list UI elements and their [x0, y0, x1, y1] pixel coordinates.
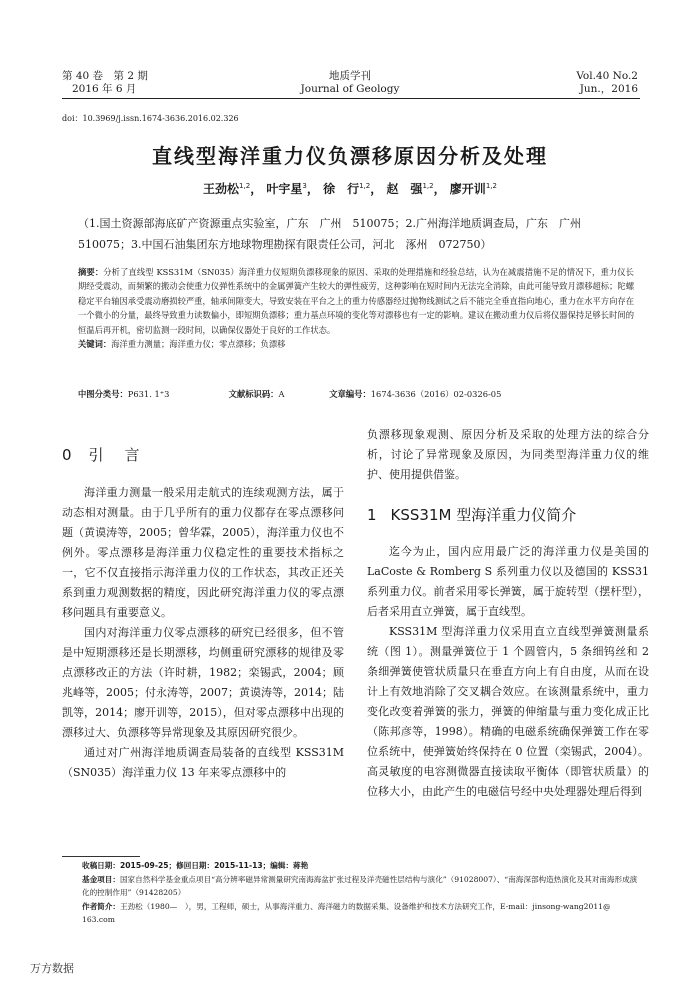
author: 王劲松$^{1,2}$， — [203, 182, 263, 196]
volume-issue: 第 40 卷 第 2 期 — [62, 70, 148, 82]
paper-title: 直线型海洋重力仪负漂移原因分析及处理 — [152, 144, 548, 168]
funding-label: 基金项目： — [82, 875, 120, 884]
footnote-funding — [82, 874, 642, 899]
section-title: 引 言 — [88, 446, 143, 464]
watermark: 万方数据 — [30, 962, 74, 975]
right-column-body — [367, 542, 649, 802]
abstract-text: 分析了直线型 KSS31M（SN035）海洋重力仪短期负漂移现象的原因、采取的处理措施和经验总结，认为在减震措施不足的情况下，重力仪长期经受震动，而频繁的搬动会使重力仪弹性系统中的金属弹簧产生较大的弹性疲劳，这种影响在短时间内无法完全消除，由此可能导致月漂移超标；陀螺稳定平台轴因承受震动磨损较严重，轴承间隙变大，导致安装在平台之上的重力传感器经过抛物线测试之后不能完全垂直指向地心，重力在水平方向存在一个微小的分量，最终导致重力读数偏小，即短期负漂移；重力基点环境的变化等对漂移也有一定的影响。建议在搬动重力仪后将仪器保持足够长时间的恒温后再开机，密切监测一段时间，以确保仪器处于良好的工作状态。 — [78, 267, 634, 335]
doi: doi：10.3969/j.issn.1674-3636.2016.02.326 — [62, 114, 239, 123]
funding-text: 国家自然科学基金重点项目“高分辨率磁异常测量研究南海海盆扩张过程及洋壳磁性层结构与演化”（91028007）、“南海深部构造热演化及其对南海形成演化的控制作用”（91428205） — [82, 875, 638, 897]
author-bio-label: 作者简介： — [82, 902, 120, 911]
section-number: 1 — [367, 506, 377, 524]
journal-name-en: Journal of Geology — [300, 83, 400, 95]
abstract — [78, 265, 634, 337]
author: 叶宇星$^3$， — [266, 182, 319, 196]
keywords-text: 海洋重力测量；海洋重力仪；零点漂移；负漂移 — [111, 339, 286, 350]
abstract-label: 摘要： — [78, 267, 104, 277]
affiliations: （1.国土资源部海底矿产资源重点实验室，广东 广州 510075；2.广州海洋地质调查局，广东 广州 510075；3.中国石油集团东方地球物理勘探有限责任公司，河北 涿州 072750） — [78, 217, 592, 251]
running-header-right — [576, 70, 638, 96]
author-bio-text: 王劲松（1980— ），男，工程师，硕士，从事海洋重力、海洋磁力的数据采集、设备维护和技术方法研究工作，E-mail：jinsong-wang2011@ 163.com — [82, 902, 611, 924]
clc-value: P631. 1⁺3 — [127, 389, 170, 399]
header-rule — [62, 98, 640, 99]
paragraph: 海洋重力测量一般采用走航式的连续观测方法，属于动态相对测量。由于几乎所有的重力仪都存在零点漂移问题（黄谟涛等，2005；曾华霖，2005），海洋重力仪也不例外。零点漂移是海洋重力仪稳定性的重要技术指标之一，它不仅直接指示海洋重力仪的工作状态，其改正还关系到重力观测数据的精度，因此研究海洋重力仪的零点漂移问题具有重要意义。 — [62, 486, 344, 619]
footnote-received: 收稿日期：2015-09-25；修回日期：2015-11-13；编辑：蒋艳 — [82, 861, 309, 870]
author: 赵 强$^{1,2}$， — [386, 182, 446, 196]
paragraph: 负漂移现象观测、原因分析及采取的处理方法的综合分析，讨论了异常现象及原因，为同类型海洋重力仪的维护、使用提供借鉴。 — [367, 428, 649, 481]
article-number-label: 文章编号： — [329, 389, 371, 399]
author: 廖开训$^{1,2}$ — [449, 182, 497, 196]
keywords — [78, 337, 634, 351]
footnote-author-bio — [82, 901, 642, 926]
classification-line — [78, 388, 501, 400]
paragraph: 国内对海洋重力仪零点漂移的研究已经很多，但不管是中短期漂移还是长期漂移，均侧重研究漂移的规律及零点漂移改正的方法（许时耕，1982；栾锡武，2004；顾兆峰等，2005；付永涛等，2007；黄谟涛等，2014；陆凯等，2014；廖开训等，2015），但对零点漂移中出现的漂移过大、负漂移等异常现象及其原因研究很少。 — [62, 626, 344, 739]
section-title: KSS31M 型海洋重力仪简介 — [390, 506, 577, 524]
doc-code-label: 文献标识码： — [228, 389, 279, 399]
abstract-block — [78, 265, 634, 351]
journal-name-cn: 地质学刊 — [329, 70, 371, 82]
section-number: 0 — [62, 446, 75, 464]
section-heading-kss31m — [367, 504, 576, 525]
keywords-label: 关键词： — [78, 339, 112, 350]
publication-date: 2016 年 6 月 — [72, 83, 137, 95]
paragraph: 通过对广州海洋地质调查局装备的直线型 KSS31M（SN035）海洋重力仪 13 年来零点漂移中的 — [62, 746, 344, 779]
author-list — [0, 180, 700, 197]
volume-issue-en: Vol.40 No.2 — [576, 70, 638, 82]
author: 徐 行$^{1,2}$， — [323, 182, 383, 196]
article-number-value: 1674-3636（2016）02-0326-05 — [370, 389, 502, 399]
footnote-rule — [62, 856, 140, 857]
publication-date-en: Jun.，2016 — [579, 83, 638, 95]
clc-label: 中图分类号： — [78, 389, 128, 399]
doc-code-value: A — [278, 389, 285, 399]
paragraph: KSS31M 型海洋重力仪采用直立直线型弹簧测量系统（图 1）。测量弹簧位于 1 个圆管内，5 条细钨丝和 2 条细弹簧使管状质量只在垂直方向上有自由度，从而在设计上有效地消除了交叉耦合效应。在该测量系统中，重力变化改变着弹簧的张力，弹簧的伸缩量与重力变化成正比（陈邦彦等，1998）。精确的电磁系统确保弹簧工作在零位系统中，使弹簧始终保持在 0 位置（栾锡武，2004）。高灵敏度的电容测微器直接读取平衡体（即管状质量）的位移大小，由此产生的电磁信号经中央处理器处理后得到 — [367, 625, 649, 798]
right-column-top — [367, 425, 649, 485]
paragraph: 迄今为止，国内应用最广泛的海洋重力仪是美国的 LaCoste & Romberg S 系列重力仪以及德国的 KSS31 系列重力仪。前者采用零长弹簧，属于旋转型（摆杆型），后者采用直立弹簧，属于直线型。 — [367, 545, 649, 618]
left-column — [62, 483, 344, 783]
section-heading-introduction — [62, 444, 143, 465]
